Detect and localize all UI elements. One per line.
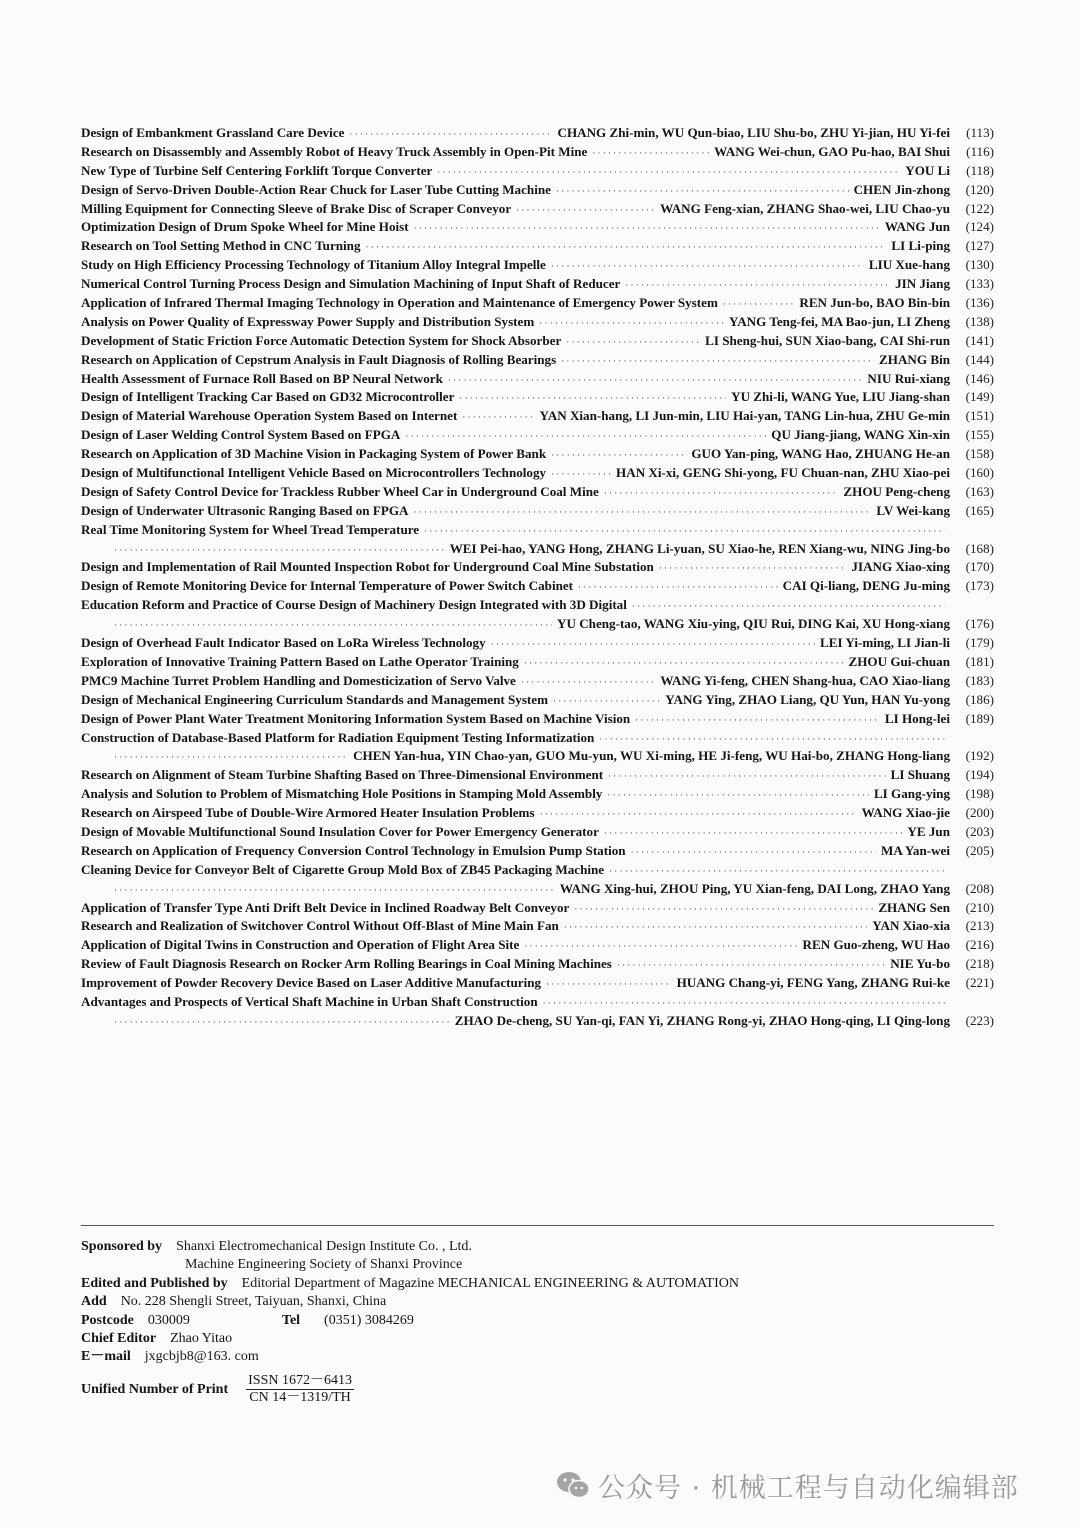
entry-page: (158) — [965, 446, 994, 462]
leader-dots — [592, 144, 709, 162]
entry-authors: ZHAO De-cheng, SU Yan-qi, FAN Yi, ZHANG Rong-yi, ZHAO Hong-qing, LI Qing-long — [454, 1012, 950, 1028]
entry-authors: YANG Ying, ZHAO Liang, QU Yun, HAN Yu-yong — [665, 691, 950, 707]
entry-title: Design of Laser Welding Control System Based on FPGA — [81, 427, 401, 443]
entry-page: (141) — [965, 332, 994, 348]
entry-page: (216) — [965, 937, 994, 953]
toc-entry — [81, 200, 994, 219]
entry-title: New Type of Turbine Self Centering Forklift Torque Converter — [81, 162, 433, 178]
entry-page: (149) — [965, 389, 994, 405]
entry-authors: WEI Pei-hao, YANG Hong, ZHANG Li-yuan, SU Xiao-he, REN Xiang-wu, NING Jing-bo — [449, 540, 950, 556]
entry-authors: WANG Feng-xian, ZHANG Shao-wei, LIU Chao-yu — [660, 200, 950, 216]
add-label: Add — [81, 1294, 107, 1310]
sponsor-line-1 — [81, 1238, 994, 1256]
entry-authors: QU Jiang-jiang, WANG Xin-xin — [771, 427, 950, 443]
entry-title: Design of Multifunctional Intelligent Vehicle Based on Microcontrollers Technology — [81, 465, 547, 481]
table-of-contents — [81, 124, 994, 1031]
entry-title: Research on Application of Frequency Conversion Control Technology in Emulsion Pump Station — [81, 842, 626, 858]
entry-authors: LI Gang-ying — [873, 786, 950, 802]
entry-title: Research on Disassembly and Assembly Robot of Heavy Truck Assembly in Open-Pit Mine — [81, 143, 588, 159]
leader-dots — [607, 786, 869, 804]
toc-entry — [81, 634, 994, 653]
entry-authors: LI Shuang — [890, 767, 950, 783]
entry-title: Study on High Efficiency Processing Technology of Titanium Alloy Integral Impelle — [81, 257, 546, 273]
entry-authors: CAI Qi-liang, DENG Ju-ming — [782, 578, 950, 594]
entry-title: Real Time Monitoring System for Wheel Tread Temperature — [81, 521, 420, 537]
entry-authors: LI Li-ping — [891, 238, 950, 254]
leader-dots — [524, 654, 844, 672]
entry-page: (165) — [965, 502, 994, 518]
leader-dots — [561, 352, 874, 370]
entry-page: (116) — [966, 143, 994, 159]
entry-title: Design and Implementation of Rail Mounted Inspection Robot for Underground Coal Mine Substation — [81, 559, 654, 575]
entry-page: (120) — [965, 181, 994, 197]
tel-label: Tel — [281, 1312, 301, 1328]
entry-authors: NIU Rui-xiang — [867, 370, 950, 386]
email-value: jxgcbjb8@163. com — [144, 1349, 259, 1365]
entry-authors: ZHOU Gui-chuan — [848, 653, 950, 669]
entry-authors: REN Guo-zheng, WU Hao — [802, 937, 950, 953]
leader-dots — [617, 956, 885, 974]
sponsor-line-2 — [81, 1256, 994, 1274]
entry-authors: HAN Xi-xi, GENG Shi-yong, FU Chuan-nan, ZHU Xiao-pei — [616, 465, 950, 481]
entry-authors: REN Jun-bo, BAO Bin-bin — [799, 295, 950, 311]
leader-dots — [366, 238, 887, 256]
toc-entry — [81, 861, 994, 880]
entry-title: Exploration of Innovative Training Pattern Based on Lathe Operator Training — [81, 653, 519, 669]
entry-title: Design of Intelligent Tracking Car Based on GD32 Microcontroller — [81, 389, 455, 405]
watermark-text: 公众号 · 机械工程与自动化编辑部 — [598, 1472, 1019, 1504]
leader-dots — [632, 597, 945, 615]
entry-authors: NIE Yu-bo — [890, 956, 950, 972]
toc-entry — [81, 351, 994, 370]
toc-entry — [81, 653, 994, 672]
entry-authors: YU Zhi-li, WANG Yue, LIU Jiang-shan — [731, 389, 950, 405]
leader-dots — [459, 389, 726, 407]
leader-dots — [553, 692, 660, 710]
toc-entry — [81, 596, 994, 615]
entry-title: Construction of Database-Based Platform for Radiation Equipment Testing Informatization — [81, 729, 595, 745]
entry-authors: YAN Xian-hang, LI Jun-min, LIU Hai-yan, TANG Lin-hua, ZHU Ge-min — [539, 408, 950, 424]
leader-dots — [608, 767, 886, 785]
toc-entry — [81, 237, 994, 256]
entry-page: (160) — [965, 465, 994, 481]
leader-dots — [631, 843, 876, 861]
leader-dots — [405, 427, 766, 445]
leader-dots — [491, 635, 815, 653]
toc-entry — [81, 917, 994, 936]
leader-dots — [424, 522, 945, 540]
toc-entry — [81, 710, 994, 729]
toc-entry-continuation — [81, 615, 994, 634]
divider — [81, 1225, 994, 1226]
toc-entry — [81, 143, 994, 162]
leader-dots — [659, 559, 847, 577]
edited-value: Editorial Department of Magazine MECHANICAL ENGINEERING & AUTOMATION — [241, 1275, 739, 1291]
email-line — [81, 1348, 994, 1366]
entry-page: (218) — [965, 956, 994, 972]
toc-entry — [81, 370, 994, 389]
leader-dots — [414, 219, 880, 237]
toc-entry — [81, 577, 994, 596]
entry-page: (118) — [966, 162, 994, 178]
entry-title: Numerical Control Turning Process Design and Simulation Machining of Input Shaft of Reducer — [81, 276, 621, 292]
postcode-value: 030009 — [147, 1312, 190, 1328]
entry-title: PMC9 Machine Turret Problem Handling and Domesticization of Servo Valve — [81, 672, 516, 688]
leader-dots — [625, 276, 890, 294]
toc-entry-continuation — [81, 1012, 994, 1031]
entry-page: (173) — [965, 578, 994, 594]
leader-dots — [604, 824, 903, 842]
sponsor-1: Shanxi Electromechanical Design Institute Co. , Ltd. — [176, 1239, 472, 1254]
toc-entry-continuation — [81, 880, 994, 899]
entry-authors: MA Yan-wei — [881, 842, 950, 858]
leader-dots — [723, 295, 794, 313]
leader-dots — [114, 881, 555, 899]
entry-page: (130) — [965, 257, 994, 273]
leader-dots — [551, 257, 864, 275]
chief-editor-value: Zhao Yitao — [170, 1330, 233, 1346]
leader-dots — [564, 918, 867, 936]
entry-page: (189) — [965, 710, 994, 726]
leader-dots — [114, 1013, 450, 1031]
leader-dots — [578, 578, 778, 596]
entry-title: Design of Movable Multifunctional Sound Insulation Cover for Power Emergency Generator — [81, 823, 599, 839]
entry-authors: LIU Xue-hang — [868, 257, 950, 273]
entry-page: (127) — [965, 238, 994, 254]
print-number — [246, 1373, 354, 1406]
entry-authors: WANG Jun — [884, 219, 950, 235]
entry-authors: YANG Teng-fei, MA Bao-jun, LI Zheng — [728, 313, 950, 329]
entry-authors: JIN Jiang — [895, 276, 950, 292]
toc-entry-continuation — [81, 540, 994, 559]
entry-authors: JIANG Xiao-xing — [851, 559, 950, 575]
add-value: No. 228 Shengli Street, Taiyuan, Shanxi, China — [120, 1294, 387, 1310]
entry-title: Improvement of Powder Recovery Device Based on Laser Additive Manufacturing — [81, 975, 542, 991]
entry-page: (192) — [965, 748, 994, 764]
toc-entry — [81, 691, 994, 710]
leader-dots — [516, 201, 655, 219]
toc-entry — [81, 521, 994, 540]
leader-dots — [609, 862, 945, 880]
toc-entry — [81, 294, 994, 313]
entry-authors: WANG Wei-chun, GAO Pu-hao, BAI Shui — [714, 143, 950, 159]
entry-title: Research on Tool Setting Method in CNC Turning — [81, 238, 361, 254]
toc-entry — [81, 218, 994, 237]
toc-entry — [81, 275, 994, 294]
toc-entry — [81, 124, 994, 143]
entry-page: (113) — [966, 125, 994, 140]
entry-page: (181) — [965, 653, 994, 669]
edited-line — [81, 1275, 994, 1293]
toc-entry — [81, 483, 994, 502]
entry-title: Research on Airspeed Tube of Double-Wire Armored Heater Insulation Problems — [81, 805, 535, 821]
leader-dots — [543, 994, 945, 1012]
email-label: E－mail — [81, 1349, 131, 1365]
leader-dots — [556, 182, 849, 200]
toc-entry — [81, 785, 994, 804]
entry-page: (200) — [965, 805, 994, 821]
entry-authors: CHEN Yan-hua, YIN Chao-yan, GUO Mu-yun, WU Xi-ming, HE Ji-feng, WU Hai-bo, ZHANG Hong-liang — [353, 748, 950, 764]
chief-editor-line — [81, 1330, 994, 1348]
leader-dots — [540, 805, 857, 823]
issn: ISSN 1672－6413 — [248, 1373, 352, 1389]
entry-title: Design of Servo-Driven Double-Action Rear Chuck for Laser Tube Cutting Machine — [81, 181, 551, 197]
toc-entry — [81, 162, 994, 181]
toc-entry — [81, 729, 994, 748]
entry-page: (221) — [965, 975, 994, 991]
leader-dots — [349, 125, 552, 143]
toc-entry — [81, 842, 994, 861]
sponsor-2: Machine Engineering Society of Shanxi Province — [185, 1257, 463, 1273]
entry-title: Development of Static Friction Force Automatic Detection System for Shock Absorber — [81, 332, 562, 348]
entry-title: Research on Application of Cepstrum Analysis in Fault Diagnosis of Rolling Bearings — [81, 351, 557, 367]
entry-authors: LV Wei-kang — [876, 502, 950, 518]
entry-page: (144) — [965, 351, 994, 367]
entry-page: (210) — [965, 899, 994, 915]
entry-authors: WANG Xing-hui, ZHOU Ping, YU Xian-feng, DAI Long, ZHAO Yang — [559, 880, 950, 896]
entry-authors: ZHANG Sen — [878, 899, 950, 915]
entry-page: (133) — [965, 276, 994, 292]
entry-page: (213) — [965, 918, 994, 934]
toc-entry-continuation — [81, 747, 994, 766]
edited-label: Edited and Published by — [81, 1275, 228, 1291]
leader-dots — [114, 748, 348, 766]
toc-entry — [81, 407, 994, 426]
postcode-line — [81, 1312, 994, 1330]
entry-title: Design of Safety Control Device for Trackless Rubber Wheel Car in Underground Coal Mine — [81, 483, 599, 499]
entry-title: Design of Mechanical Engineering Curriculum Standards and Management System — [81, 691, 549, 707]
leader-dots — [635, 711, 880, 729]
entry-authors: LI Hong-lei — [884, 710, 950, 726]
entry-authors: CHANG Zhi-min, WU Qun-biao, LIU Shu-bo, ZHU Yi-jian, HU Yi-fei — [557, 125, 950, 140]
entry-title: Analysis on Power Quality of Expressway Power Supply and Distribution System — [81, 313, 535, 329]
toc-entry — [81, 464, 994, 483]
toc-entry — [81, 313, 994, 332]
toc-entry — [81, 974, 994, 993]
entry-title: Research and Realization of Switchover Control Without Off-Blast of Mine Main Fan — [81, 918, 559, 934]
address-line — [81, 1293, 994, 1311]
entry-page: (151) — [965, 408, 994, 424]
leader-dots — [551, 446, 686, 464]
leader-dots — [521, 673, 655, 691]
leader-dots — [574, 900, 873, 918]
entry-title: Research on Alignment of Steam Turbine Shafting Based on Three-Dimensional Environment — [81, 767, 604, 783]
entry-page: (203) — [965, 823, 994, 839]
entry-title: Design of Material Warehouse Operation System Based on Internet — [81, 408, 458, 424]
entry-authors: YE Jun — [907, 823, 950, 839]
entry-authors: YOU Li — [905, 162, 950, 178]
leader-dots — [462, 408, 534, 426]
entry-title: Application of Infrared Thermal Imaging Technology in Operation and Maintenance of Emergency Power System — [81, 295, 718, 311]
entry-title: Design of Underwater Ultrasonic Ranging Based on FPGA — [81, 502, 409, 518]
toc-entry — [81, 672, 994, 691]
entry-page: (183) — [965, 672, 994, 688]
entry-page: (170) — [965, 559, 994, 575]
leader-dots — [604, 484, 839, 502]
toc-entry — [81, 332, 994, 351]
leader-dots — [114, 541, 445, 559]
entry-authors: GUO Yan-ping, WANG Hao, ZHUANG He-an — [691, 446, 950, 462]
entry-title: Advantages and Prospects of Vertical Shaft Machine in Urban Shaft Construction — [81, 993, 538, 1009]
entry-title: Review of Fault Diagnosis Research on Rocker Arm Rolling Bearings in Coal Mining Machines — [81, 956, 612, 972]
entry-title: Design of Embankment Grassland Care Device — [81, 125, 345, 140]
entry-title: Application of Digital Twins in Construction and Operation of Flight Area Site — [81, 937, 520, 953]
leader-dots — [413, 503, 871, 521]
entry-title: Design of Overhead Fault Indicator Based on LoRa Wireless Technology — [81, 635, 486, 651]
toc-entry — [81, 558, 994, 577]
entry-title: Milling Equipment for Connecting Sleeve of Brake Disc of Scraper Conveyor — [81, 200, 512, 216]
entry-page: (136) — [965, 295, 994, 311]
entry-page: (179) — [965, 635, 994, 651]
toc-entry — [81, 899, 994, 918]
entry-page: (194) — [965, 767, 994, 783]
entry-authors: WANG Yi-feng, CHEN Shang-hua, CAO Xiao-liang — [660, 672, 950, 688]
entry-page: (168) — [965, 540, 994, 556]
toc-entry — [81, 993, 994, 1012]
watermark — [556, 1465, 1019, 1505]
leader-dots — [524, 937, 797, 955]
toc-entry — [81, 955, 994, 974]
cn-number: CN 14－1319/TH — [249, 1390, 351, 1406]
entry-authors: CHEN Jin-zhong — [853, 181, 950, 197]
entry-page: (223) — [965, 1012, 994, 1028]
entry-page: (155) — [965, 427, 994, 443]
entry-authors: ZHANG Bin — [879, 351, 950, 367]
entry-page: (198) — [965, 786, 994, 802]
chief-editor-label: Chief Editor — [81, 1330, 157, 1346]
toc-entry — [81, 426, 994, 445]
print-label: Unified Number of Print — [81, 1381, 229, 1397]
toc-entry — [81, 256, 994, 275]
leader-dots — [599, 730, 945, 748]
entry-title: Analysis and Solution to Problem of Mismatching Hole Positions in Stamping Mold Assembly — [81, 786, 603, 802]
entry-title: Research on Application of 3D Machine Vision in Packaging System of Power Bank — [81, 446, 547, 462]
tel-value: (0351) 3084269 — [324, 1312, 414, 1328]
entry-page: (208) — [965, 880, 994, 896]
postcode-label: Postcode — [81, 1312, 134, 1328]
entry-page: (124) — [965, 219, 994, 235]
leader-dots — [437, 163, 900, 181]
leader-dots — [566, 333, 700, 351]
entry-authors: YU Cheng-tao, WANG Xiu-ying, QIU Rui, DING Kai, XU Hong-xiang — [557, 616, 950, 632]
entry-title: Optimization Design of Drum Spoke Wheel for Mine Hoist — [81, 219, 409, 235]
entry-authors: WANG Xiao-jie — [861, 805, 950, 821]
entry-page: (163) — [965, 483, 994, 499]
entry-title: Design of Remote Monitoring Device for Internal Temperature of Power Switch Cabinet — [81, 578, 574, 594]
entry-authors: YAN Xiao-xia — [872, 918, 950, 934]
toc-entry — [81, 445, 994, 464]
entry-page: (176) — [965, 616, 994, 632]
toc-entry — [81, 804, 994, 823]
colophon — [81, 1238, 994, 1407]
entry-page: (146) — [965, 370, 994, 386]
entry-page: (138) — [965, 313, 994, 329]
toc-entry — [81, 823, 994, 842]
toc-entry — [81, 936, 994, 955]
entry-title: Application of Transfer Type Anti Drift Belt Device in Inclined Roadway Belt Conveyor — [81, 899, 570, 915]
toc-entry — [81, 388, 994, 407]
entry-title: Cleaning Device for Conveyor Belt of Cigarette Group Mold Box of ZB45 Packaging Machine — [81, 861, 605, 877]
entry-authors: ZHOU Peng-cheng — [843, 483, 950, 499]
leader-dots — [448, 371, 863, 389]
entry-title: Design of Power Plant Water Treatment Monitoring Information System Based on Machine Vision — [81, 710, 631, 726]
entry-authors: LI Sheng-hui, SUN Xiao-bang, CAI Shi-run — [705, 332, 950, 348]
entry-page: (205) — [965, 842, 994, 858]
leader-dots — [114, 616, 552, 634]
entry-title: Education Reform and Practice of Course Design of Machinery Design Integrated with 3D Digital — [81, 597, 627, 613]
leader-dots — [539, 314, 724, 332]
toc-entry — [81, 766, 994, 785]
entry-page: (186) — [965, 691, 994, 707]
entry-authors: LEI Yi-ming, LI Jian-li — [820, 635, 950, 651]
entry-title: Health Assessment of Furnace Roll Based on BP Neural Network — [81, 370, 443, 386]
toc-entry — [81, 502, 994, 521]
leader-dots — [551, 465, 611, 483]
sponsored-label: Sponsored by — [81, 1239, 163, 1254]
wechat-icon — [556, 1470, 590, 1500]
leader-dots — [546, 975, 672, 993]
print-number-line — [81, 1373, 994, 1407]
entry-authors: HUANG Chang-yi, FENG Yang, ZHANG Rui-ke — [676, 975, 950, 991]
entry-page: (122) — [965, 200, 994, 216]
toc-entry — [81, 181, 994, 200]
